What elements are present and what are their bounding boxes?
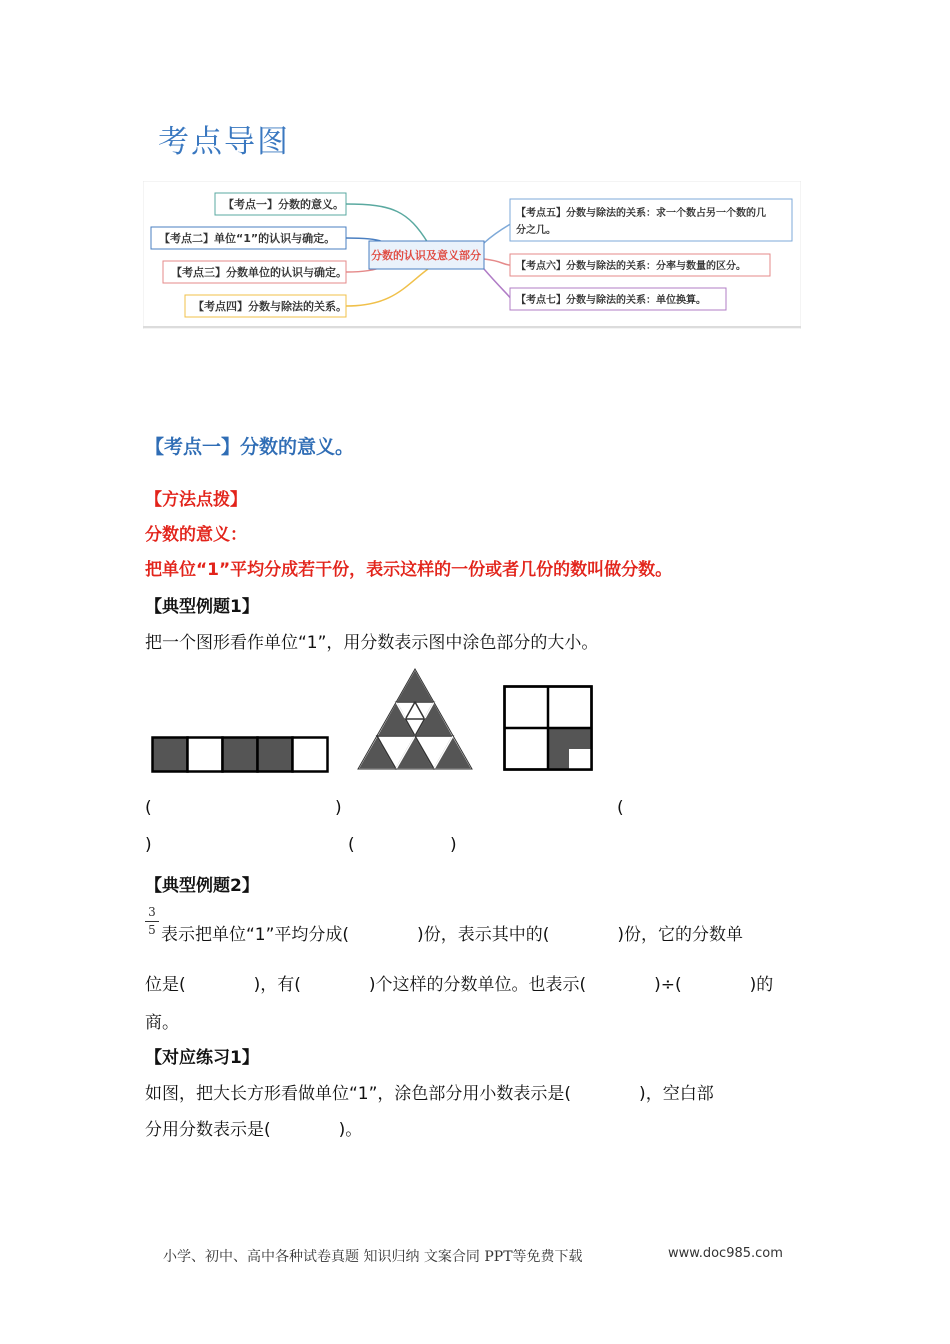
- node-k4: [185, 295, 347, 317]
- node-center: [369, 241, 484, 269]
- blank-3-open: (: [348, 835, 355, 855]
- meaning-label: 分数的意义：: [145, 525, 247, 545]
- footer-text: 小学、初中、高中各种试卷真题 知识归纳 文案合同 PPT等免费下载: [163, 1249, 583, 1265]
- fraction-numerator: 3: [148, 905, 156, 919]
- node-k2-label: 【考点二】单位“1”的认识与确定。: [159, 232, 336, 245]
- figure-square: [503, 685, 593, 771]
- definition-text: 把单位“1”平均分成若干份，表示这样的一份或者几份的数叫做分数。: [145, 560, 673, 580]
- practice1-label: 【对应练习1】: [145, 1048, 259, 1068]
- footer-site-link[interactable]: www.doc985.com: [668, 1246, 783, 1261]
- blank-2-open: (: [617, 798, 624, 818]
- example2-line3: 商。: [145, 1013, 179, 1033]
- node-k3-label: 【考点三】分数单位的认识与确定。: [171, 266, 347, 279]
- figure-strip: [151, 736, 331, 773]
- node-k4-label: 【考点四】分数与除法的关系。: [193, 300, 347, 313]
- blank-1-open: (: [145, 798, 152, 818]
- example2-line1: 表示把单位“1”平均分成( )份，表示其中的( )份，它的分数单: [161, 925, 743, 945]
- node-k2: [151, 227, 346, 249]
- node-k6-label: 【考点六】分数与除法的关系：分率与数量的区分。: [516, 261, 746, 272]
- blank-3-close: ): [450, 835, 457, 855]
- fraction-denominator: 5: [148, 923, 156, 937]
- node-k6: [510, 254, 770, 276]
- node-k1-label: 【考点一】分数的意义。: [223, 198, 344, 211]
- page-title: 考点导图: [158, 124, 290, 160]
- example2-line2: 位是( )，有( )个这样的分数单位。也表示( )÷( )的: [145, 975, 774, 995]
- method-label: 【方法点拨】: [145, 490, 247, 510]
- mind-map: [143, 181, 801, 329]
- node-center-label: 分数的认识及意义部分: [371, 249, 481, 262]
- node-k1: [215, 193, 346, 215]
- example1-text: 把一个图形看作单位“1”，用分数表示图中涂色部分的大小。: [145, 633, 599, 653]
- node-k7-label: 【考点七】分数与除法的关系：单位换算。: [516, 295, 706, 306]
- node-k7: [510, 288, 726, 310]
- blank-2-close: ): [145, 835, 152, 855]
- practice1-line2: 分用分数表示是( )。: [145, 1120, 363, 1140]
- figure-triangle: [354, 668, 476, 770]
- example1-label: 【典型例题1】: [145, 597, 259, 617]
- practice1-line1: 如图，把大长方形看做单位“1”，涂色部分用小数表示是( )，空白部: [145, 1084, 714, 1104]
- node-k5-line1: 【考点五】分数与除法的关系：求一个数占另一个数的几: [516, 208, 766, 219]
- node-k3: [163, 261, 347, 283]
- node-k5-line2: 分之几。: [516, 225, 556, 236]
- blank-1-close: ): [335, 798, 342, 818]
- fraction-three-fifths: [145, 905, 159, 937]
- example2-label: 【典型例题2】: [145, 876, 259, 896]
- section-heading: 【考点一】分数的意义。: [145, 436, 355, 458]
- node-k5: [510, 199, 792, 241]
